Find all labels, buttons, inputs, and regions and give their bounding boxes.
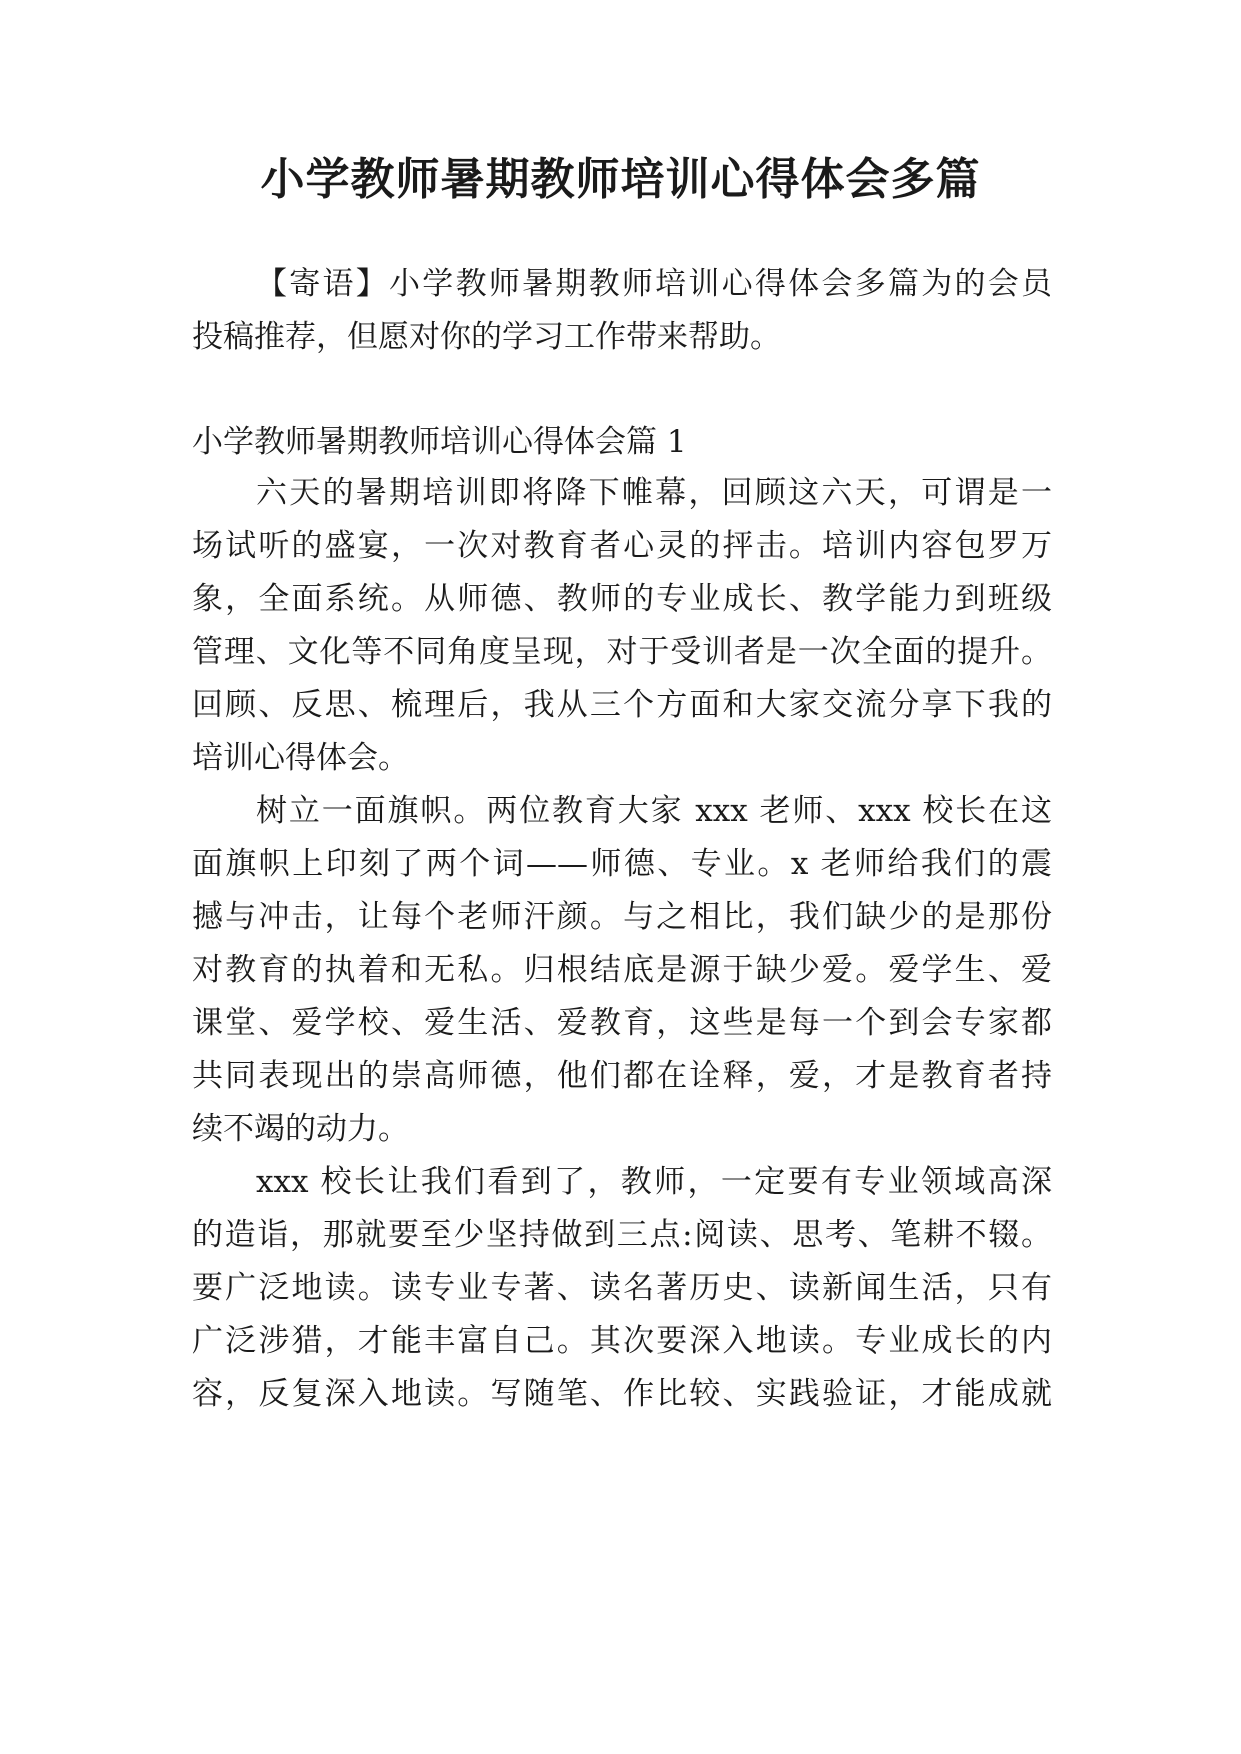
paragraph-line: 续不竭的动力。 bbox=[192, 1111, 409, 1147]
paragraph-line: 面旗帜上印刻了两个词——师德、专业。x 老师给我们的震 bbox=[192, 846, 1052, 882]
intro-line: 投稿推荐，但愿对你的学习工作带来帮助。 bbox=[192, 319, 781, 355]
paragraph-line: 象，全面系统。从师德、教师的专业成长、教学能力到班级 bbox=[192, 581, 1052, 617]
paragraph-line: 容，反复深入地读。写随笔、作比较、实践验证，才能成就 bbox=[192, 1376, 1052, 1412]
paragraph-line: 课堂、爱学校、爱生活、爱教育，这些是每一个到会专家都 bbox=[192, 1005, 1052, 1041]
paragraph-line: xxx 校长让我们看到了，教师，一定要有专业领域高深 bbox=[256, 1164, 1052, 1200]
paragraph-line: 撼与冲击，让每个老师汗颜。与之相比，我们缺少的是那份 bbox=[192, 899, 1052, 935]
section-heading: 小学教师暑期教师培训心得体会篇 1 bbox=[192, 424, 687, 460]
paragraph-line: 共同表现出的崇高师德，他们都在诠释，爱，才是教育者持 bbox=[192, 1058, 1052, 1094]
paragraph-line: 广泛涉猎，才能丰富自己。其次要深入地读。专业成长的内 bbox=[192, 1323, 1052, 1359]
paragraph-line: 要广泛地读。读专业专著、读名著历史、读新闻生活，只有 bbox=[192, 1270, 1052, 1306]
intro-line: 【寄语】小学教师暑期教师培训心得体会多篇为的会员 bbox=[256, 266, 1052, 302]
paragraph-line: 的造诣，那就要至少坚持做到三点:阅读、思考、笔耕不辍。 bbox=[192, 1217, 1052, 1253]
paragraph-line: 树立一面旗帜。两位教育大家 xxx 老师、xxx 校长在这 bbox=[256, 793, 1052, 829]
document-title: 小学教师暑期教师培训心得体会多篇 bbox=[260, 154, 981, 205]
paragraph-line: 培训心得体会。 bbox=[192, 740, 409, 776]
paragraph-line: 管理、文化等不同角度呈现，对于受训者是一次全面的提升。 bbox=[192, 634, 1052, 670]
paragraph-line: 对教育的执着和无私。归根结底是源于缺少爱。爱学生、爱 bbox=[192, 952, 1052, 988]
paragraph-line: 六天的暑期培训即将降下帷幕，回顾这六天，可谓是一 bbox=[256, 475, 1052, 511]
paragraph-line: 回顾、反思、梳理后，我从三个方面和大家交流分享下我的 bbox=[192, 687, 1052, 723]
paragraph-line: 场试听的盛宴，一次对教育者心灵的抨击。培训内容包罗万 bbox=[192, 528, 1052, 564]
